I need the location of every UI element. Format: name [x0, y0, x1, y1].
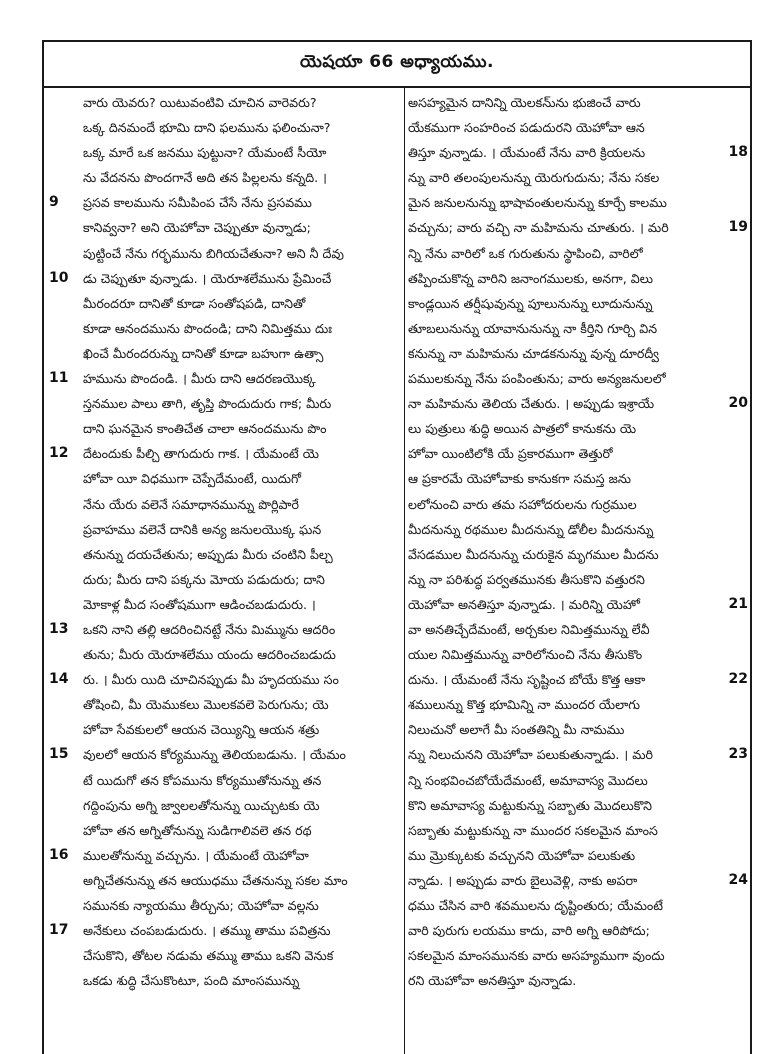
text-line — [408, 466, 748, 491]
text-line — [408, 968, 748, 993]
text-line — [45, 115, 402, 140]
line-text: న్ను నిలుచునని యెహోవా పలుకుతున్నాడు. । మరి — [408, 747, 653, 763]
line-text: తనున్ను దయచేతును; అప్పుడు మీరు చంటిని పీల్చ — [83, 546, 333, 562]
line-text: న్నాడు. । అప్పుడు వారు బైలువెళ్లి, నాకు అపరా — [408, 872, 638, 888]
text-line — [408, 190, 748, 215]
line-text: పములకున్ను నేను పంపింతును; వారు అన్యజనులలో — [408, 371, 666, 387]
line-text: ఖించే మీరందరున్ను దానితో కూడా బహుగా ఉత్సా — [83, 345, 324, 361]
text-line — [45, 617, 402, 642]
text-line — [408, 642, 748, 667]
text-line — [408, 165, 748, 190]
text-line — [408, 868, 748, 893]
text-line — [45, 868, 402, 893]
text-line — [45, 291, 402, 316]
verse-number: 24 — [728, 871, 748, 888]
text-line — [45, 366, 402, 391]
line-text: న్ను నా పరిశుద్ధ పర్వతమునకు తీసుకొని వత్తురని — [408, 571, 645, 587]
text-line — [408, 768, 748, 793]
text-line — [45, 316, 402, 341]
header-rule — [42, 86, 752, 88]
line-text: దేటందుకు పీల్చి తాగుదురు గాక. । యేమంటే యె — [83, 446, 319, 462]
line-text: ఒక్క దినమందే భూమి దాని ఫలమును ఫలించునా? — [83, 120, 331, 136]
text-line — [45, 768, 402, 793]
page-frame-top — [42, 40, 752, 42]
text-line — [45, 667, 402, 692]
text-line — [408, 291, 748, 316]
line-text: అసహ్యమైన దానిన్ని యెలకను్ను భుజించే వారు — [408, 95, 641, 110]
verse-number: 15 — [49, 746, 69, 763]
text-line — [408, 692, 748, 717]
line-text: మోకాళ్ల మీద సంతోషముగా ఆడించబడుదురు. । — [83, 596, 316, 612]
line-text: తోషించి, మీ యెముకలు మొలకవలె పెరుగును; యె — [83, 697, 329, 713]
line-text: సకలమైన మాంసమునకు వారు అసహ్యముగా వుందు — [408, 948, 665, 964]
line-text: ఒకని నాని తల్లి ఆదరించినట్టే నేను మిమ్మును ఆదరిం — [83, 621, 336, 637]
page-frame-right — [750, 40, 752, 1054]
line-text: నా మహిమను తెలియ చేతురు. । అప్పుడు ఇశ్రాయే — [408, 396, 655, 412]
text-line — [45, 441, 402, 466]
line-text: న్ని సంభవించబోయేదేమంటే, అమావాస్య మొదలు — [408, 772, 648, 788]
text-line — [408, 90, 748, 115]
line-text: కనున్ను నా మహిమను చూడకనున్ను వున్న దూరద్వీ — [408, 345, 659, 361]
verse-number: 18 — [728, 144, 748, 161]
line-text: వారి పురుగు లయము కాదు, వారి అగ్ని ఆరిపోదు; — [408, 923, 650, 939]
line-text: ము మ్రొక్కుటకు వచ్చునని యెహోవా పలుకుతు — [408, 847, 636, 863]
text-line — [408, 592, 748, 617]
line-text: శములున్ను కొత్త భూమిన్ని నా ముందర యేలాగు — [408, 697, 640, 713]
text-line — [45, 241, 402, 266]
line-text: చేసుకొని, తోటల నడుమ తమ్ము తాము ఒకని వెనుక — [83, 948, 334, 964]
text-line — [408, 843, 748, 868]
line-text: మైన జనులనున్ను భాషావంతులనున్ను కూర్చే కాలము — [408, 195, 667, 211]
line-text: పుట్టించే నేను గర్భమును బిగియచేతునా? అని నీ దేవు — [83, 245, 344, 261]
line-text: రు. । మీరు యిది చూచినప్పుడు మీ హృదయము సం — [83, 672, 339, 688]
line-text: ములతోనున్ను వచ్చును. । యేమంటే యెహోవా — [83, 847, 309, 863]
text-line — [408, 742, 748, 767]
text-line — [408, 366, 748, 391]
line-text: తూబలునున్ను యావానునున్ను నా కీర్తిని గూర్చి విన — [408, 320, 658, 336]
text-line — [408, 943, 748, 968]
line-text: హోవా సేవకులలో ఆయన చెయ్యిన్ని ఆయన శత్రు — [83, 722, 320, 738]
line-text: నేను యేరు వలెనే సమాధానమున్ను పొర్లిపారే — [83, 496, 299, 512]
text-line — [45, 843, 402, 868]
line-text: ఆ ప్రకారమే యెహోవాకు కానుకగా సమస్త జను — [408, 471, 632, 487]
text-line — [45, 517, 402, 542]
text-line — [45, 642, 402, 667]
text-line — [408, 667, 748, 692]
line-text: హోవా యీ విధముగా చెప్పేదేమంటే, యిదుగో — [83, 471, 302, 487]
text-line — [45, 165, 402, 190]
page-frame-left — [42, 40, 44, 1054]
left-column — [45, 90, 402, 993]
line-text: వారు యెవరు? యిటువంటివి చూచిన వారెవరు? — [83, 95, 317, 110]
line-text: న్ని నేను వారిలో ఒక గురుతును స్థాపించి, వారిలో — [408, 245, 643, 261]
text-line — [408, 215, 748, 240]
line-text: ఒకడు శుద్ధి చేసుకొంటూ, పంది మాంసమున్ను — [83, 973, 300, 989]
verse-number: 22 — [728, 671, 748, 688]
text-line — [45, 943, 402, 968]
text-line — [45, 215, 402, 240]
text-line — [408, 266, 748, 291]
text-line — [408, 416, 748, 441]
text-line — [45, 818, 402, 843]
line-text: గద్దింపును అగ్ని జ్వాలలతోనున్ను యిచ్చుటకు యె — [83, 797, 320, 813]
text-line — [408, 567, 748, 592]
line-text: సమునకు న్యాయము తీర్చును; యెహోవా వల్లను — [83, 898, 319, 913]
line-text: దును. । యేమంటే నేను సృష్టించ బోయే కొత్త ఆకా — [408, 672, 646, 688]
line-text: న్ను వారి తలంపులనున్ను యెరుగుదును; నేను సకల — [408, 170, 660, 186]
text-line — [45, 742, 402, 767]
verse-number: 10 — [49, 269, 69, 286]
line-text: వచ్చును; వారు వచ్చి నా మహిమను చూతురు. । మరి — [408, 220, 669, 236]
line-text: లలోనుంచి వారు తమ సహోదరులను గుర్రముల — [408, 496, 637, 512]
line-text: హమును పొందండి. । మీరు దాని ఆదరణయొక్క — [83, 371, 316, 387]
text-line — [45, 567, 402, 592]
text-line — [408, 517, 748, 542]
text-line — [45, 793, 402, 818]
text-line — [45, 692, 402, 717]
text-line — [45, 592, 402, 617]
line-text: అగ్నిచేతనున్ను తన ఆయుధము చేతనున్ను సకల మాం — [83, 872, 348, 888]
line-text: హోవా తన అగ్నితోనున్ను సుడిగాలివలె తన రథ — [83, 822, 312, 838]
text-line — [45, 416, 402, 441]
line-text: హోవా యింటిలోకి యే ప్రకారముగా తెత్తురో — [408, 446, 613, 462]
text-line — [45, 466, 402, 491]
text-line — [408, 818, 748, 843]
text-line — [45, 968, 402, 993]
text-line — [45, 190, 402, 215]
verse-number: 16 — [49, 846, 69, 863]
text-line — [45, 391, 402, 416]
verse-number: 20 — [728, 395, 748, 412]
line-text: కానివ్వనా? అని యెహోవా చెప్పుతూ వున్నాడు; — [83, 220, 311, 236]
verse-number: 11 — [49, 370, 69, 387]
line-text: వా అనతిచ్చేదేమంటే, అర్చకుల నిమిత్తమున్ను లేవీ — [408, 621, 650, 637]
text-line — [45, 341, 402, 366]
text-line — [45, 542, 402, 567]
text-line — [408, 617, 748, 642]
line-text: మీదనున్ను రథముల మీదనున్ను డోలీల మీదనున్ను — [408, 521, 654, 537]
right-column — [408, 90, 748, 993]
line-text: స్తనముల పాలు తాగి, తృప్తి పొందుదురు గాక; మీరు — [83, 396, 332, 412]
line-text: యేకముగా సంహరించ పడుదురని యెహోవా ఆన — [408, 120, 645, 136]
line-text: దాని ఘనమైన కాంతిచేత చాలా ఆనందమును పొం — [83, 421, 327, 437]
text-line — [408, 316, 748, 341]
text-line — [408, 115, 748, 140]
text-line — [45, 492, 402, 517]
verse-number: 17 — [49, 922, 69, 939]
text-line — [45, 918, 402, 943]
text-line — [408, 492, 748, 517]
line-text: యుల నిమిత్తమున్ను వారిలోనుంచి నేను తీసుకొం — [408, 647, 643, 663]
line-text: మీరందరూ దానితో కూడా సంతోషపడి, దానితో — [83, 295, 306, 311]
line-text: వేసడముల మీదనున్ను చురుకైన మృగముల మీదను — [408, 546, 659, 562]
verse-number: 12 — [49, 445, 69, 462]
line-text: కొని అమావాస్య మట్టుకున్ను సబ్బాతు మొదలుకొని — [408, 797, 653, 813]
line-text: డు చెప్పుతూ వున్నాడు. । యెరూశలేమును ప్రేమించే — [83, 270, 332, 286]
line-text: ప్రసవ కాలమును సమీపింప చేసే నేను ప్రసవము — [83, 195, 312, 211]
line-text: తప్పించుకొన్న వారిని జనాంగములకు, అనగా, విలు — [408, 270, 654, 286]
text-line — [408, 893, 748, 918]
line-text: వులలో ఆయన కోర్యమున్ను తెలియబడును. । యేమం — [83, 747, 346, 763]
line-text: దురు; మీరు దాని పక్కను మోయ పడుదురు; దాని — [83, 571, 325, 587]
line-text: నిలుచునో అలాగే మీ సంతతిన్ని మీ నామము — [408, 722, 625, 738]
line-text: కాండ్లయిన తర్షీషువున్ను పూలునున్ను లూదునున్ను — [408, 295, 653, 311]
text-line — [45, 90, 402, 115]
text-line — [408, 918, 748, 943]
page-title: యెషయా 66 అధ్యాయము. — [299, 52, 495, 72]
verse-number: 14 — [49, 671, 69, 688]
line-text: కూడా ఆనందమును పొందండి; దాని నిమిత్తము దుః — [83, 320, 332, 336]
line-text: టే యిదుగో తన కోపమును కోర్యముతోనున్ను తన — [83, 772, 322, 788]
text-line — [45, 717, 402, 742]
verse-number: 23 — [728, 746, 748, 763]
line-text: ఒక్క మారే ఒక జనము పుట్టునా? యేమంటే సీయో — [83, 145, 327, 161]
text-line — [408, 441, 748, 466]
text-line — [408, 140, 748, 165]
line-text: యెహోవా అనతిస్తూ వున్నాడు. । మరిన్ని యెహో — [408, 596, 640, 612]
verse-number: 13 — [49, 620, 69, 637]
text-line — [45, 266, 402, 291]
line-text: ప్రవాహము వలెనే దానికి అన్య జనులయొక్క ఘన — [83, 521, 322, 537]
line-text: తును; మీరు యెరూశలేము యందు ఆదరించబడుదు — [83, 647, 336, 663]
text-line — [408, 241, 748, 266]
text-line — [408, 717, 748, 742]
line-text: ధము చేసిన వారి శవములను దృష్టింతురు; యేమంటే — [408, 898, 664, 913]
verse-number: 21 — [728, 595, 748, 612]
line-text: ను వేదనను పొందగానే అది తన పిల్లలను కన్నది. । — [83, 170, 327, 186]
line-text: రని యెహోవా అనతిస్తూ వున్నాడు. — [408, 973, 577, 989]
text-line — [408, 542, 748, 567]
line-text: లు పుత్రులు శుద్ధి అయిన పాత్రలో కానుకను యె — [408, 421, 637, 437]
text-line — [408, 793, 748, 818]
column-divider — [404, 86, 405, 1054]
line-text: తిస్తూ వున్నాడు. । యేమంటే నేను వారి క్రియలను — [408, 145, 646, 161]
text-line — [45, 893, 402, 918]
text-line — [408, 341, 748, 366]
text-line — [408, 391, 748, 416]
text-line — [45, 140, 402, 165]
verse-number: 19 — [728, 219, 748, 236]
line-text: సబ్బాతు మట్టుకున్ను నా ముందర సకలమైన మాంస — [408, 822, 658, 838]
line-text: అనేకులు చంపబడుదురు. । తమ్ము తాము పవిత్రను — [83, 923, 331, 939]
verse-number: 9 — [49, 194, 59, 211]
